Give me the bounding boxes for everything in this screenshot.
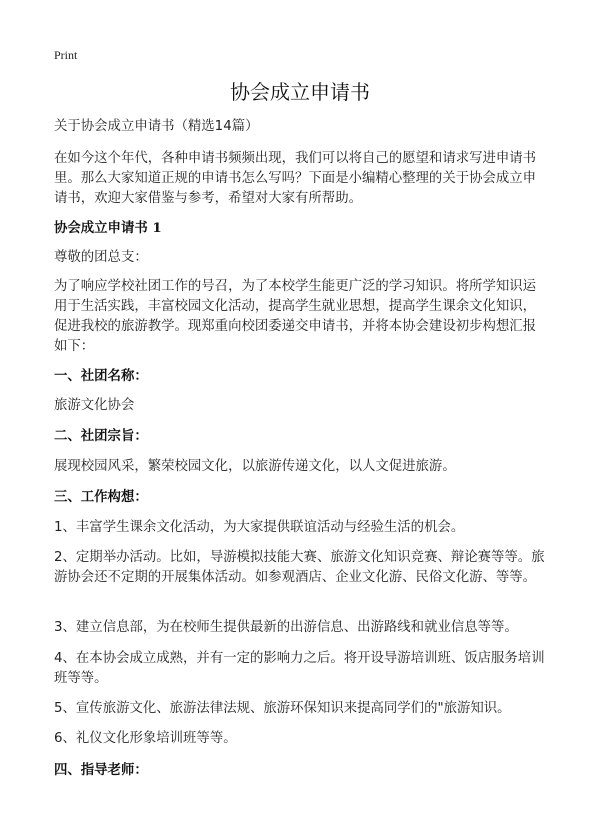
plan-item: 2、定期举办活动。比如，导游模拟技能大赛、旅游文化知识竞赛、辩论赛等等。旅游协会还不定期的开展集体活动。如参观酒店、企业文化游、民俗文化游、等等。	[54, 550, 545, 585]
document-subtitle: 关于协会成立申请书（精选14篇）	[54, 119, 259, 134]
plan-item: 1、丰富学生课余文化活动，为大家提供联谊活动与经验生活的机会。	[54, 520, 465, 535]
club-name-heading: 一、社团名称：	[54, 368, 148, 384]
salutation: 尊敬的团总支：	[54, 250, 148, 265]
print-label: Print	[54, 48, 78, 62]
club-purpose-value: 展现校园风采，繁荣校园文化，以旅游传递文化，以人文促进旅游。	[54, 459, 456, 474]
advisor-heading: 四、指导老师：	[54, 762, 148, 778]
club-name-value: 旅游文化协会	[54, 398, 135, 413]
intro-paragraph: 在如今这个年代，各种申请书频频出现，我们可以将自己的愿望和请求写进申请书里。那么大家知道正规的申请书怎么写吗？下面是小编精心整理的关于协会成立申请书，欢迎大家借鉴与参考，希望对大家有所帮助。	[54, 151, 537, 206]
section-heading: 协会成立申请书 1	[54, 220, 162, 236]
plan-item: 5、宣传旅游文化、旅游法律法规、旅游环保知识来提高同学们的"旅游知识。	[54, 701, 511, 716]
work-plan-heading: 三、工作构想：	[54, 489, 148, 505]
plan-item: 6、礼仪文化形象培训班等等。	[54, 731, 237, 746]
plan-item: 4、在本协会成立成熟，并有一定的影响力之后。将开设导游培训班、饭店服务培训班等等。	[54, 651, 545, 686]
club-purpose-heading: 二、社团宗旨：	[54, 428, 148, 444]
body-paragraph: 为了响应学校社团工作的号召，为了本校学生能更广泛的学习知识。将所学知识运用于生活实践，丰富校园文化活动，提高学生就业思想，提高学生课余文化知识，促进我校的旅游教学。现郑重向校团委递交申请书，并将本协会建设初步构想汇报如下：	[54, 279, 537, 354]
plan-item: 3、建立信息部，为在校师生提供最新的出游信息、出游路线和就业信息等等。	[54, 620, 518, 635]
document-title: 协会成立申请书	[230, 80, 370, 104]
